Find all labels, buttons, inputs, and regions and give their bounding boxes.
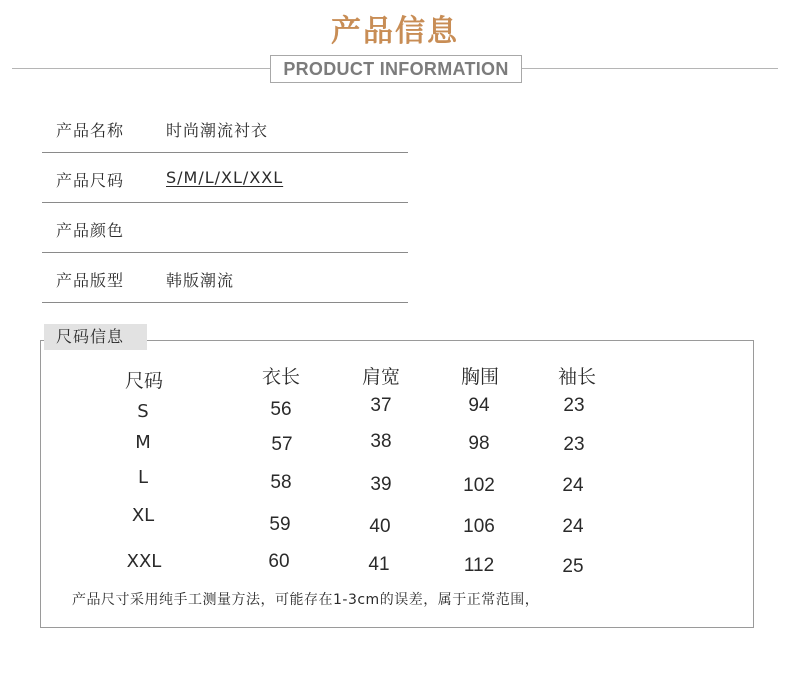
table-cell-size: L	[137, 467, 149, 488]
info-label-name: 产品名称	[56, 121, 125, 140]
info-label-size: 产品尺码	[56, 171, 125, 190]
table-cell-length: 58	[270, 472, 292, 493]
page-subtitle: PRODUCT INFORMATION	[270, 55, 522, 83]
table-cell-length: 60	[268, 551, 290, 572]
title-divider-left	[12, 68, 270, 69]
table-cell-shoulder: 40	[369, 516, 391, 537]
table-cell-chest: 94	[468, 395, 490, 416]
table-cell-chest: 98	[468, 433, 490, 454]
table-cell-chest: 112	[463, 555, 495, 576]
info-value-size: S/M/L/XL/XXL	[166, 168, 284, 187]
table-cell-chest: 106	[463, 516, 495, 537]
table-cell-shoulder: 37	[370, 395, 392, 416]
measurement-note: 产品尺寸采用纯手工测量方法，可能存在1-3cm的误差，属于正常范围，	[72, 592, 540, 608]
column-header-length: 衣长	[261, 366, 300, 388]
info-row-name	[42, 103, 408, 153]
table-cell-shoulder: 38	[370, 431, 392, 452]
column-header-size: 尺码	[124, 370, 163, 392]
table-cell-shoulder: 39	[370, 474, 392, 495]
table-cell-sleeve: 24	[562, 475, 584, 496]
table-cell-sleeve: 24	[562, 516, 584, 537]
title-divider-right	[522, 68, 778, 69]
column-header-shoulder: 肩宽	[361, 366, 400, 388]
table-cell-length: 59	[269, 514, 291, 535]
column-header-sleeve: 袖长	[557, 366, 596, 388]
table-cell-size: S	[137, 401, 149, 422]
table-cell-sleeve: 23	[563, 395, 585, 416]
table-cell-length: 56	[270, 399, 292, 420]
info-row-fit	[42, 253, 408, 303]
table-cell-length: 57	[271, 434, 293, 455]
page-title: 产品信息	[331, 14, 459, 49]
column-header-chest: 胸围	[460, 366, 499, 388]
info-row-color	[42, 203, 408, 253]
info-label-color: 产品颜色	[56, 221, 125, 240]
table-cell-sleeve: 23	[563, 434, 585, 455]
info-value-fit: 韩版潮流	[166, 271, 235, 290]
table-cell-shoulder: 41	[368, 554, 390, 575]
info-label-fit: 产品版型	[56, 271, 125, 290]
info-row-size	[42, 153, 408, 203]
table-cell-chest: 102	[463, 475, 495, 496]
table-cell-size: XXL	[126, 551, 162, 572]
info-value-name: 时尚潮流衬衣	[166, 121, 269, 140]
table-cell-size: XL	[131, 505, 155, 526]
table-cell-sleeve: 25	[562, 556, 584, 577]
size-table-tab: 尺码信息	[44, 324, 147, 350]
table-cell-size: M	[135, 432, 151, 453]
